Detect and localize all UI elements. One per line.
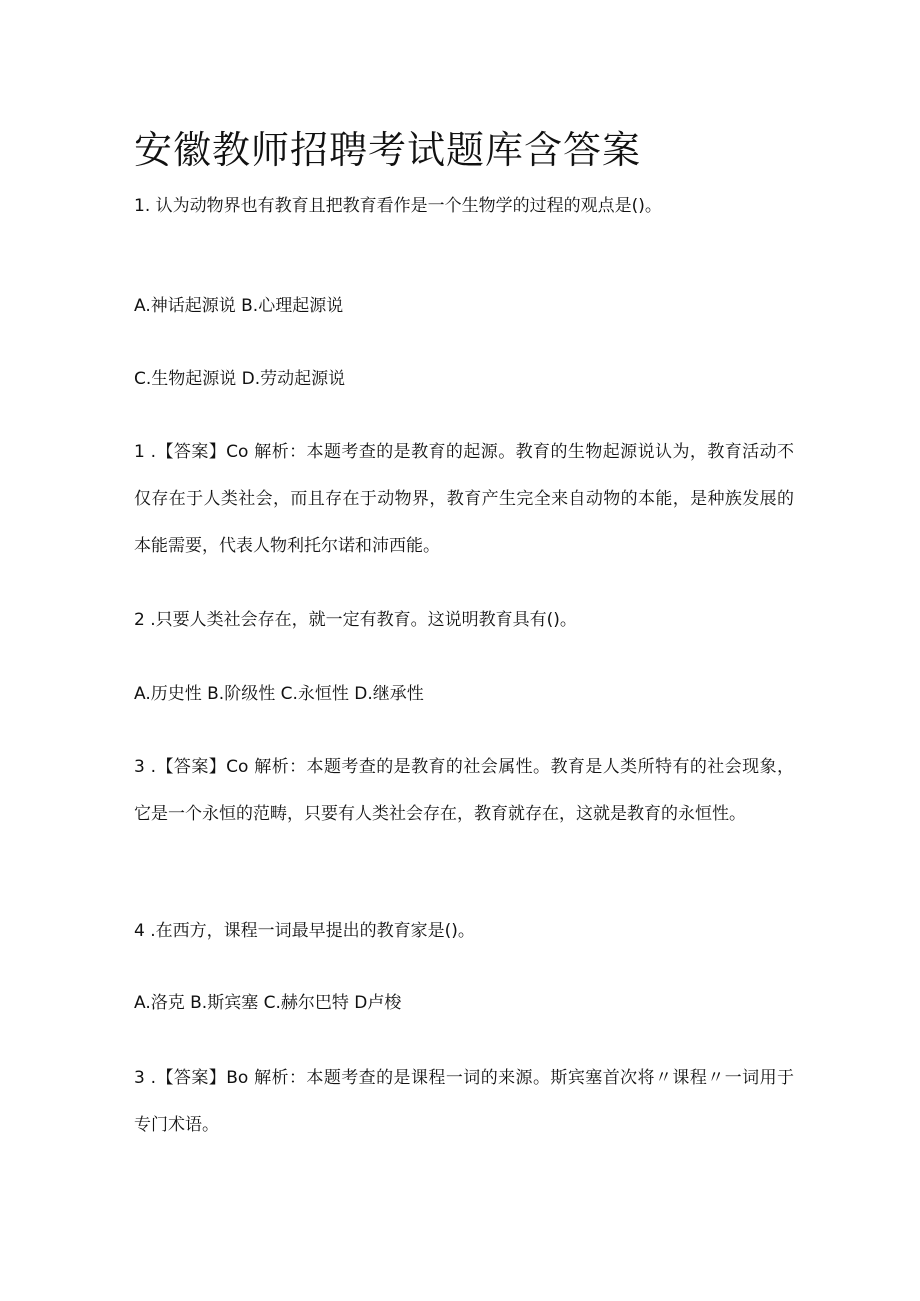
- question-3-options: A.洛克 B.斯宾塞 C.赫尔巴特 D卢梭: [134, 993, 402, 1013]
- question-2-answer: 3 .【答案】Co 解析：本题考查的是教育的社会属性。教育是人类所特有的社会现象，它是一个永恒的范畴，只要有人类社会存在，教育就存在，这就是教育的永恒性。: [134, 757, 794, 824]
- question-1-stem: 1. 认为动物界也有教育且把教育看作是一个生物学的过程的观点是()。: [134, 196, 662, 216]
- document-title: 安徽教师招聘考试题库含答案: [134, 128, 642, 172]
- question-1-options-ab: A.神话起源说 B.心理起源说: [134, 296, 344, 316]
- question-2-options: A.历史性 B.阶级性 C.永恒性 D.继承性: [134, 684, 424, 704]
- question-2-stem: 2 .只要人类社会存在，就一定有教育。这说明教育具有()。: [134, 610, 577, 630]
- question-1-options-cd: C.生物起源说 D.劳动起源说: [134, 369, 346, 389]
- question-3-stem: 4 .在西方，课程一词最早提出的教育家是()。: [134, 921, 475, 941]
- question-3-answer: 3 .【答案】Bo 解析：本题考查的是课程一词的来源。斯宾塞首次将〃课程〃一词用于专门术语。: [134, 1068, 794, 1135]
- question-1-answer: 1 .【答案】Co 解析：本题考查的是教育的起源。教育的生物起源说认为，教育活动不仅存在于人类社会，而且存在于动物界，教育产生完全来自动物的本能，是种族发展的本能需要，代表人物利托尔诺和沛西能。: [134, 442, 794, 556]
